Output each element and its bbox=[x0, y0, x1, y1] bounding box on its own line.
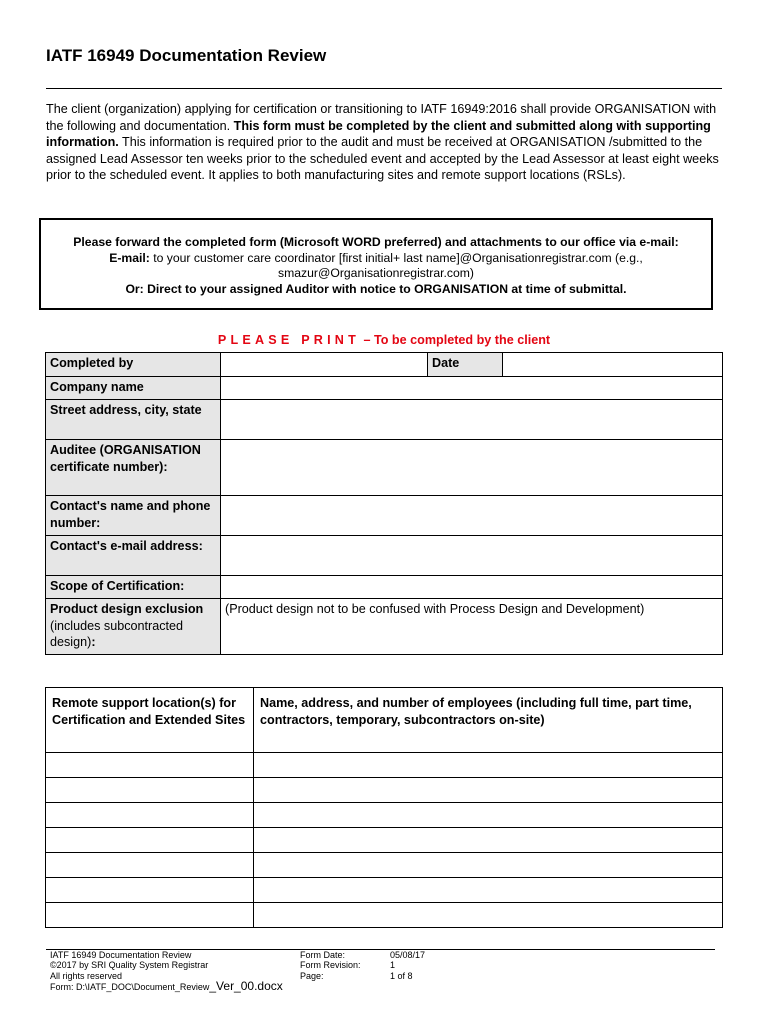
page-label: Page: bbox=[300, 970, 324, 981]
rsl-location-cell[interactable] bbox=[46, 803, 254, 828]
footer-values bbox=[390, 950, 425, 981]
intro-text: The client (organization) applying for certification or transitioning to IATF 16949:2016 shall provide ORGANISATION with the following and documentation. bbox=[46, 102, 717, 133]
rsl-location-cell[interactable] bbox=[46, 753, 254, 778]
rsl-details-cell[interactable] bbox=[254, 853, 723, 878]
footer-form-path bbox=[50, 981, 283, 992]
contact-name-field[interactable] bbox=[221, 496, 723, 536]
completed-by-label: Completed by bbox=[46, 353, 221, 377]
email-text: to your customer care coordinator [first initial+ last name]@Organisationregistrar.com (e.g., bbox=[149, 250, 643, 265]
rsl-details-cell[interactable] bbox=[254, 828, 723, 853]
footer-rights: All rights reserved bbox=[50, 970, 123, 981]
form-path-text: Form: D:\IATF_DOC\Document_Review bbox=[50, 982, 210, 992]
rsl-details-cell[interactable] bbox=[254, 878, 723, 903]
contact-email-label: Contact's e-mail address: bbox=[46, 536, 221, 576]
title-divider bbox=[46, 88, 722, 89]
rsl-location-cell[interactable] bbox=[46, 903, 254, 928]
street-address-field[interactable] bbox=[221, 400, 723, 440]
please-print-heading bbox=[0, 333, 768, 347]
submission-notice-box bbox=[39, 218, 713, 310]
rsl-details-cell[interactable] bbox=[254, 753, 723, 778]
page-value: 1 of 8 bbox=[390, 970, 413, 981]
email-label: E-mail: bbox=[109, 250, 150, 265]
form-date-value: 05/08/17 bbox=[390, 950, 426, 960]
intro-text-rest: This information is required prior to the audit and must be received at ORGANISATION /submitted to the assigned Lead Assessor ten weeks prior to the scheduled event and accepted by the Lead Assessor at least eight weeks prior to the scheduled event. It applies to both manufacturing sites and remote support locations (RSLs). bbox=[46, 135, 719, 183]
company-name-label: Company name bbox=[46, 377, 221, 400]
form-date-label: Form Date: bbox=[300, 950, 346, 960]
scope-label: Scope of Certification: bbox=[46, 576, 221, 599]
rsl-location-cell[interactable] bbox=[46, 878, 254, 903]
rsl-details-cell[interactable] bbox=[254, 903, 723, 928]
product-design-label bbox=[46, 599, 221, 655]
date-field[interactable] bbox=[503, 353, 723, 377]
product-design-bold: Product design exclusion bbox=[50, 602, 204, 616]
please-print-text: PLEASE PRINT bbox=[217, 333, 360, 347]
street-address-label: Street address, city, state bbox=[46, 400, 221, 440]
auditee-field[interactable] bbox=[221, 440, 723, 496]
footer-labels bbox=[300, 950, 361, 981]
rsl-location-cell[interactable] bbox=[46, 778, 254, 803]
rsl-details-cell[interactable] bbox=[254, 803, 723, 828]
notice-email-line bbox=[41, 251, 711, 267]
notice-or-line: Or: Direct to your assigned Auditor with notice to ORGANISATION at time of submittal. bbox=[125, 281, 627, 296]
page-title: IATF 16949 Documentation Review bbox=[46, 46, 327, 65]
company-name-field[interactable] bbox=[221, 377, 723, 400]
form-revision-label: Form Revision: bbox=[300, 960, 361, 971]
auditee-label: Auditee (ORGANISATION certificate number): bbox=[46, 440, 221, 496]
rsl-header-location: Remote support location(s) for Certification and Extended Sites bbox=[46, 688, 254, 753]
intro-bold-text: This form must be completed by the client and submitted along with supporting information. bbox=[46, 118, 711, 150]
contact-name-label: Contact's name and phone number: bbox=[46, 496, 221, 536]
contact-email-field[interactable] bbox=[221, 536, 723, 576]
remote-support-table bbox=[45, 687, 723, 928]
rsl-header-details: Name, address, and number of employees (including full time, part time, contractors, temporary, subcontractors on-site) bbox=[254, 688, 723, 753]
client-info-table bbox=[45, 352, 723, 655]
form-path-version: _Ver_00.docx bbox=[209, 979, 283, 993]
rsl-details-cell[interactable] bbox=[254, 778, 723, 803]
notice-line-1: Please forward the completed form (Microsoft WORD preferred) and attachments to our office via e-mail: bbox=[73, 235, 679, 249]
footer-doc-title: IATF 16949 Documentation Review bbox=[50, 950, 192, 960]
scope-field[interactable] bbox=[221, 576, 723, 599]
intro-paragraph bbox=[46, 101, 726, 184]
rsl-location-cell[interactable] bbox=[46, 828, 254, 853]
product-design-colon: : bbox=[91, 635, 96, 650]
form-revision-value: 1 bbox=[390, 960, 396, 971]
please-print-rest: – To be completed by the client bbox=[359, 333, 551, 347]
rsl-location-cell[interactable] bbox=[46, 853, 254, 878]
product-design-rest: (includes subcontracted design) bbox=[50, 618, 184, 650]
notice-email-example: smazur@Organisationregistrar.com) bbox=[278, 266, 474, 281]
product-design-field[interactable]: (Product design not to be confused with Process Design and Development) bbox=[221, 599, 723, 655]
date-label: Date bbox=[428, 353, 503, 377]
footer-left bbox=[50, 950, 208, 981]
footer-copyright: ©2017 by SRI Quality System Registrar bbox=[50, 960, 209, 971]
completed-by-field[interactable] bbox=[221, 353, 428, 377]
